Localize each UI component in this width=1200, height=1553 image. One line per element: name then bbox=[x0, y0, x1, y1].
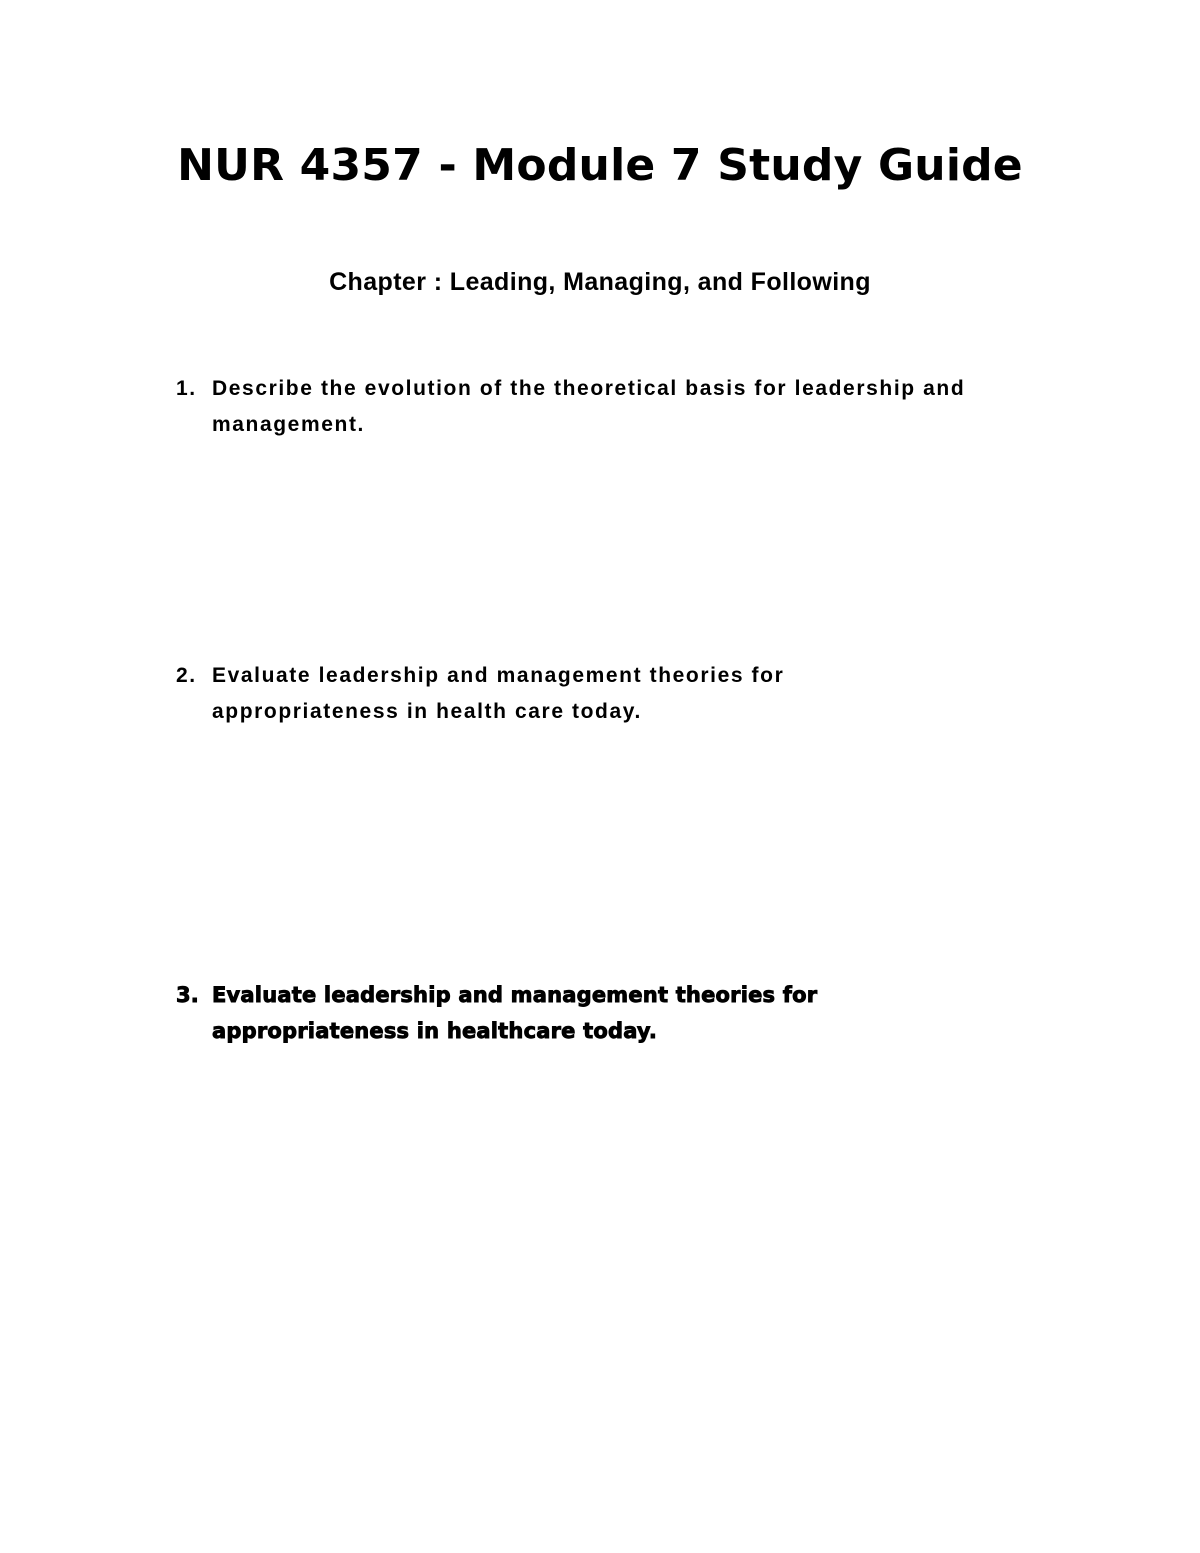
question-item bbox=[176, 371, 1076, 443]
question-text: Describe the evolution of the theoretical basis for leadership and management. bbox=[212, 377, 966, 436]
question-text: Evaluate leadership and management theories for appropriateness in healthcare today. bbox=[212, 983, 818, 1043]
question-item bbox=[176, 658, 876, 730]
question-item bbox=[176, 977, 876, 1049]
page-title: NUR 4357 - Module 7 Study Guide bbox=[177, 140, 1023, 191]
chapter-heading: Chapter : Leading, Managing, and Following bbox=[329, 268, 871, 296]
question-text: Evaluate leadership and management theories for appropriateness in health care today. bbox=[212, 664, 785, 723]
question-number: 3. bbox=[176, 983, 199, 1007]
question-number: 2. bbox=[176, 664, 197, 687]
question-number: 1. bbox=[176, 377, 197, 400]
